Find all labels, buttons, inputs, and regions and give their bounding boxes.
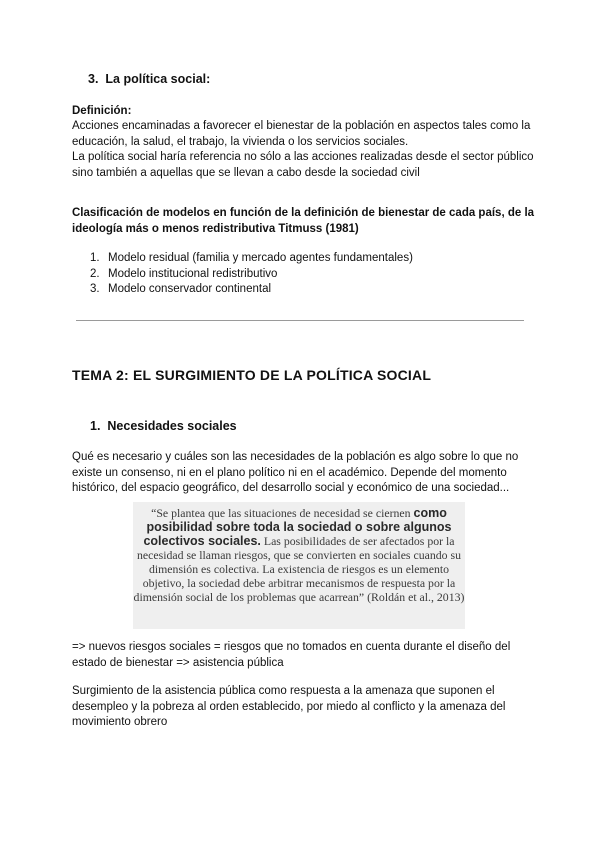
definition-label: Definición: <box>72 105 132 117</box>
list-number: 3. <box>90 283 100 295</box>
list-item <box>90 251 413 267</box>
list-item <box>90 282 413 298</box>
paragraph-line: movimiento obrero <box>72 716 168 728</box>
section-heading-necesidades <box>90 419 237 433</box>
quote-text <box>133 506 465 604</box>
definition-paragraph <box>72 119 532 181</box>
list-number: 2. <box>90 267 100 280</box>
definition-line: sino también a aquellas que se llevan a cabo desde la sociedad civil <box>72 166 420 179</box>
list-item <box>90 267 413 283</box>
classification-heading <box>72 206 542 237</box>
paragraph-line: Surgimiento de la asistencia pública como respuesta a la amenaza que suponen el <box>72 685 495 697</box>
chapter-title: TEMA 2: EL SURGIMIENTO DE LA POLÍTICA SOCIAL <box>72 367 432 383</box>
paragraph-line: desempleo y la pobreza al orden establecido, por miedo al conflicto y la amenaza del <box>72 700 506 713</box>
quote-bold: como posibilidad sobre toda la sociedad o sobre algunos colectivos sociales. <box>143 506 452 548</box>
surgimiento-paragraph <box>72 684 542 731</box>
list-number: 1. <box>90 252 100 264</box>
section-number: 3. <box>88 72 99 86</box>
quote-part-2: Las posibilidades de ser afectados por la necesidad se llaman riesgos, que se convierten en sociales cuando su dimensión es colectiva. La existencia de riesgos es un elemento objetivo, la sociedad debe arbitrar mecanismos de respuesta por la dimensión social de los problemas que acarrean” <box>133 534 461 604</box>
quote-citation: (Roldán et al., 2013) <box>367 590 465 604</box>
list-text: Modelo residual (familia y mercado agentes fundamentales) <box>108 252 413 264</box>
horizontal-divider <box>76 320 524 321</box>
definition-line: La política social haría referencia no sólo a las acciones realizadas desde el sector público <box>72 151 534 163</box>
definition-line: Acciones encaminadas a favorecer el bienestar de la población en aspectos tales como la <box>72 120 531 132</box>
paragraph-line: existe un consenso, ni en el plano político ni en el académico. Depende del momento <box>72 466 507 479</box>
list-text: Modelo institucional redistributivo <box>108 267 278 280</box>
section-title: Necesidades sociales <box>107 419 237 433</box>
intro-paragraph <box>72 450 542 497</box>
quote-image <box>133 502 465 629</box>
paragraph-line: => nuevos riesgos sociales = riesgos que no tomados en cuenta durante el diseño del <box>72 641 511 653</box>
section-number: 1. <box>90 419 101 433</box>
list-text: Modelo conservador continental <box>108 283 272 295</box>
risks-paragraph <box>72 640 542 671</box>
classification-line: Clasificación de modelos en función de la definición de bienestar de cada país, de la <box>72 207 535 219</box>
paragraph-line: estado de bienestar => asistencia pública <box>72 656 284 669</box>
quote-part-1: “Se plantea que las situaciones de necesidad se ciernen <box>151 506 411 520</box>
definition-line: educación, la salud, el trabajo, la vivienda o los servicios sociales. <box>72 135 409 148</box>
models-list <box>90 251 413 298</box>
section-title: La política social: <box>105 72 211 86</box>
section-heading-politica-social <box>88 72 210 86</box>
paragraph-line: histórico, del espacio geográfico, del desarrollo social y económico de una sociedad... <box>72 482 510 494</box>
classification-line: ideología más o menos redistributiva Titmuss (1981) <box>72 222 359 235</box>
paragraph-line: Qué es necesario y cuáles son las necesidades de la población es algo sobre lo que no <box>72 451 519 463</box>
